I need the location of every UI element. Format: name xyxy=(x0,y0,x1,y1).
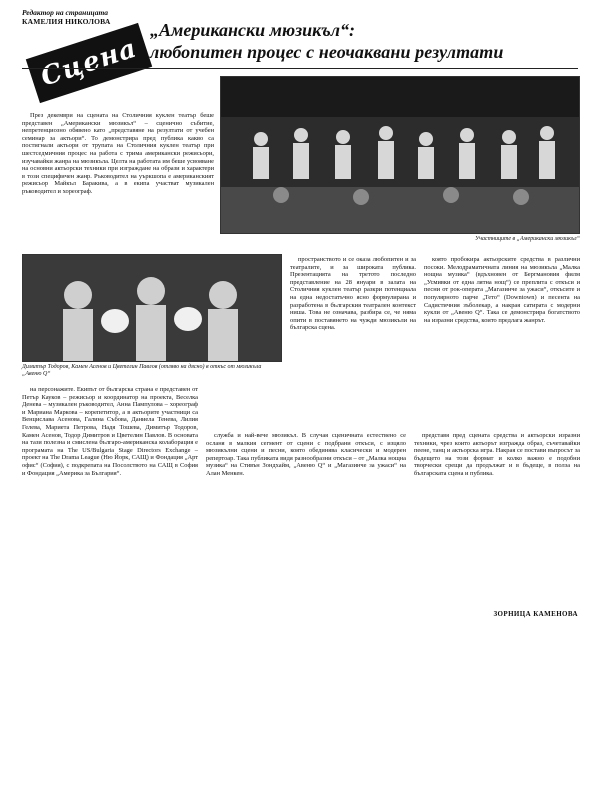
editor-credit xyxy=(22,8,111,26)
headline-line1: „Американски мюзикъл“: xyxy=(150,20,355,40)
bottom-middle-text: служба и най-вече мюзикъл. В случая сценичната естествено се осланя в малкия сегмент от сцени с подбрани откъси, с изцяло мюзикълни сцени и песни, която обединява класически и модерен репертоар. Така публиката видя разнообразни откъси – от „Малка нощна музика“ на Стивън Зондхайм, „Авеню Q“ и „Магазинче за ужаси“ на Алан Менкен. xyxy=(206,432,406,477)
editor-name: КАМЕЛИЯ НИКОЛОВА xyxy=(22,17,111,26)
right-column xyxy=(424,256,580,426)
bottom-right-text: представя пред сцената средства и актьорски изразни техники, чрез които актьорът изгражда образ, съчетавайки пеене, танц и актьорска игра. Накрая се постави въпросът за бъдещето на този формат и колко важно е подобни творчески срещи да продължат и в бъдеще, в полза на българската сцена и публика. xyxy=(414,432,580,477)
editor-label: Редактор на страницата xyxy=(22,8,109,17)
photo1-caption: Участниците в „Американски мюзикъл“ xyxy=(475,236,580,242)
rehearsal-photo xyxy=(220,76,580,234)
middle-column xyxy=(290,256,416,426)
author-signature: ЗОРНИЦА КАМЕНОВА xyxy=(493,610,578,618)
bottom-middle-column xyxy=(206,432,406,592)
headline-rule xyxy=(22,68,578,69)
puppets-photo xyxy=(22,254,282,362)
photo2-caption: Димитър Тодоров, Камен Асенов и Цветелин Павлов (отляво на дясно) в откъс от мюзикъла „Авеню Q“ xyxy=(22,364,262,377)
section-stamp: Сцена xyxy=(26,23,152,103)
bottom-right-column xyxy=(414,432,580,602)
right-text: която пробокира актьорските средства в различни посоки. Мелодраматичната линия на мюзикъла „Малка нощна музика“ (вдъхновен от Бергмановия филм „Усмивки от една лятна нощ“) се преплита с откъси и песни от рок-операта „Магазинче за ужаси“, откъсите и популярното парче „Тето“ (Downtown) и песента на Садистичния зъболекар, а накрая сатирата с модерни кукли от „Авеню Q“. Така се демонстрира богатството на изразни средства, които предлага жанрът. xyxy=(424,256,580,324)
headline-line2: любопитен процес с неочаквани резултати xyxy=(150,42,504,62)
intro-column xyxy=(22,112,214,246)
bottom-left-column xyxy=(22,386,198,586)
middle-text: пространството и се оказа любопитен и за театралите, и за широката публика. Презентацията на третото последно представление на 28 януари в залата на Столичния куклен театър разкри потенциала на една недостатъчно ясно формулирана и разработена в българския театрален контекст ниша. Това не означава, разбира се, че няма опити в поставянето на чужди мюзикъли на българска сцена. xyxy=(290,256,416,332)
bottom-left-text: на персонажите. Екипът от българска страна е представен от Петър Кауков – режисьор и координатор на проекта, Веселка Денева – музикален ръководител, Анна Пампулова – хореограф и Мариана Маркова – корепетитор, а в актьорите участници са Венцислава Асенова, Галина Събова, Даниела Тенева, Лилия Гелева, Мариета Петрова, Надя Тошева, Димитър Тодоров, Камен Асенов, Тодор Димитров и Цветелин Павлов. В основата на тази полезна и смислена българо-американска колаборация е програмата на The US/Bulgaria Stage Directors Exchange – проект на The Drama League (Ню Йорк, САЩ) и Фондация „Арт офис“ (София), с подкрепата на Посолството на САЩ в София и Фондация „Америка за България“. xyxy=(22,386,198,477)
intro-text: През декември на сцената на Столичния куклен театър беше представен „Американски мюзикъл“ – сценично събитие, непретенциозно обявено като „представяне на резултати от учебен семинар за актьори“. То демонстрира пред публика какво са постигнали актьори от трупата на Столичния куклен театър при шестседмичния процес на работа с трима американски режисьори, изучавайки жанра на мюзикъла. Целта на работата им беше усвояване на основни актьорски техники при изграждане на образи и характери в този специфичен жанр. Ръководител на уъркшопа е американският режисьор Майкъл Баракива, а в екипа участват музикален ръководител и хореограф. xyxy=(22,112,214,195)
